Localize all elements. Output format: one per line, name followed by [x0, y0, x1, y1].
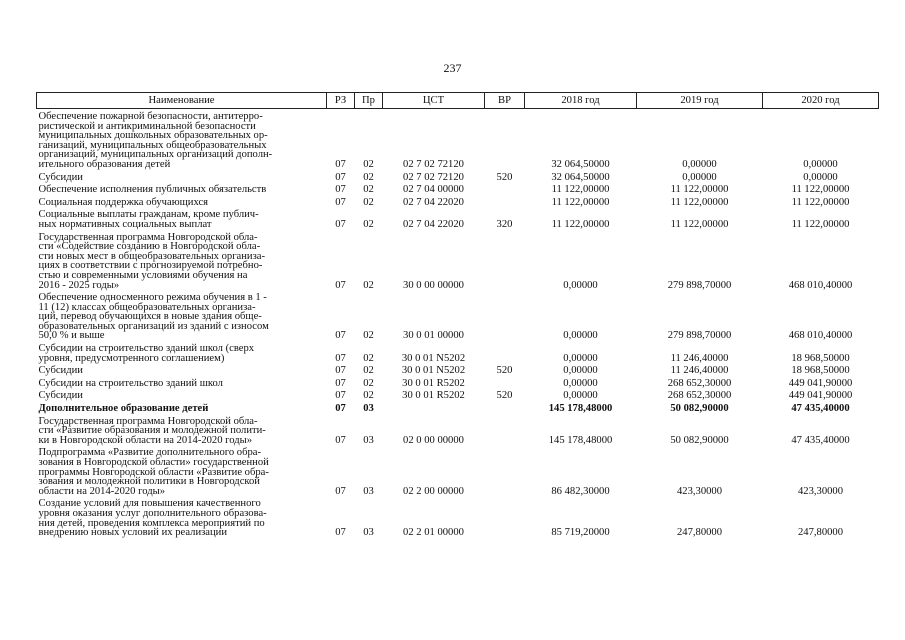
cell-2019: 268 652,30000	[667, 377, 732, 389]
cell-2020: 449 041,90000	[788, 377, 853, 389]
cell-vr	[485, 445, 525, 496]
table-row	[37, 363, 879, 376]
col-header-name: Наименование	[37, 93, 327, 109]
cell-pr: 02	[363, 377, 374, 389]
cell-name: Субсидии	[38, 171, 83, 183]
table-header-row	[37, 93, 879, 109]
cell-2020: 423,30000	[797, 485, 844, 497]
cell-name: Дополнительное образование детей	[38, 403, 209, 415]
cell-rz: 07	[335, 218, 346, 230]
budget-table	[36, 92, 879, 538]
table-row	[37, 109, 879, 170]
cell-rz: 07	[335, 196, 346, 208]
cell-2019: 50 082,90000	[670, 434, 729, 446]
cell-2020: 11 122,00000	[791, 184, 850, 196]
table-row	[37, 170, 879, 183]
table-row	[37, 496, 879, 537]
cell-2018: 0,00000	[563, 330, 598, 342]
cell-2018: 0,00000	[563, 279, 598, 291]
cell-2019: 423,30000	[676, 485, 723, 497]
table-row	[37, 207, 879, 229]
cell-name: Государственная программа Новгородской обла- сти «Развитие образования и молодежной полити- ки в Новгородской области на 2014-2020 годы»	[38, 415, 266, 446]
cell-cst: 02 0 00 00000	[403, 434, 464, 446]
cell-pr: 02	[363, 330, 374, 342]
cell-2020: 11 122,00000	[791, 196, 850, 208]
cell-vr	[485, 109, 525, 170]
cell-name: Субсидии	[38, 365, 83, 377]
col-header-vr: ВР	[485, 93, 525, 109]
cell-2020: 47 435,40000	[791, 434, 850, 446]
col-header-2018: 2018 год	[525, 93, 637, 109]
cell-2019: 247,80000	[676, 527, 723, 539]
cell-name: Субсидии на строительство зданий школ (сверх уровня, предусмотренного соглашением)	[38, 343, 255, 364]
cell-2018: 86 482,30000	[551, 485, 610, 497]
cell-vr	[485, 195, 525, 208]
cell-pr: 02	[363, 352, 374, 364]
cell-name: Социальная поддержка обучающихся	[38, 196, 209, 208]
cell-vr	[485, 230, 525, 291]
cell-vr: 520	[496, 171, 513, 183]
cell-2019: 279 898,70000	[667, 330, 732, 342]
cell-rz: 07	[335, 171, 346, 183]
cell-name: Создание условий для повышения качественного уровня оказания услуг дополнительного образова- ния детей, проведения комплекса мероприятий по внедрению новых условий их реализации	[38, 498, 267, 539]
cell-vr	[485, 341, 525, 363]
cell-2019: 11 246,40000	[670, 352, 729, 364]
cell-2018: 0,00000	[563, 377, 598, 389]
table-row	[37, 445, 879, 496]
cell-pr: 02	[363, 390, 374, 402]
cell-cst: 02 7 04 22020	[403, 218, 464, 230]
cell-2019: 11 122,00000	[670, 184, 729, 196]
cell-name: Государственная программа Новгородской обла- сти «Содействие созданию в Новгородской обла- сти новых мест в общеобразовательных организа- циях в соответствии с прогнозируемой потребно- стью и современными условиями обучения на 2016 - 2025 годы»	[38, 231, 265, 291]
cell-cst	[383, 401, 485, 414]
cell-pr: 02	[363, 279, 374, 291]
cell-2020: 0,00000	[803, 171, 838, 183]
cell-vr	[485, 182, 525, 195]
cell-2020: 247,80000	[797, 527, 844, 539]
cell-2018: 11 122,00000	[551, 196, 610, 208]
cell-pr: 02	[363, 171, 374, 183]
cell-2019: 0,00000	[682, 171, 717, 183]
cell-2020: 18 968,50000	[791, 352, 850, 364]
cell-pr: 02	[363, 365, 374, 377]
cell-2019: 279 898,70000	[667, 279, 732, 291]
cell-rz: 07	[335, 279, 346, 291]
cell-vr: 520	[496, 390, 513, 402]
cell-vr	[485, 496, 525, 537]
cell-pr: 03	[363, 485, 374, 497]
table-row	[37, 414, 879, 446]
cell-rz: 07	[335, 485, 346, 497]
col-header-cst: ЦСТ	[383, 93, 485, 109]
cell-2019: 268 652,30000	[667, 390, 732, 402]
cell-vr: 320	[496, 218, 513, 230]
cell-vr	[485, 376, 525, 389]
cell-cst: 30 0 00 00000	[403, 279, 464, 291]
cell-2018: 0,00000	[563, 352, 598, 364]
cell-2018: 32 064,50000	[551, 171, 610, 183]
page-number: 237	[443, 61, 462, 75]
cell-pr: 02	[363, 196, 374, 208]
cell-name: Обеспечение исполнения публичных обязательств	[38, 184, 267, 196]
col-header-pr: Пр	[355, 93, 383, 109]
cell-2019: 50 082,90000	[670, 403, 729, 415]
table-body	[37, 109, 879, 538]
cell-pr: 03	[363, 434, 374, 446]
cell-2018: 0,00000	[563, 365, 598, 377]
cell-2019: 11 122,00000	[670, 218, 729, 230]
col-header-2020: 2020 год	[763, 93, 879, 109]
table-row	[37, 388, 879, 401]
cell-cst: 02 7 04 00000	[403, 184, 464, 196]
cell-name: Субсидии	[38, 390, 83, 402]
cell-name: Подпрограмма «Развитие дополнительного обра- зования в Новгородской области» государственной программы Новгородской области «Развитие обра- зования и молодежной политики в Новгородской области на 2014-2020 годы»	[38, 447, 269, 497]
cell-rz: 07	[335, 434, 346, 446]
cell-cst: 02 7 02 72120	[403, 158, 464, 170]
cell-vr	[485, 414, 525, 446]
cell-rz: 07	[335, 352, 346, 364]
cell-2020: 11 122,00000	[791, 218, 850, 230]
cell-2020: 468 010,40000	[788, 279, 853, 291]
cell-2020: 47 435,40000	[791, 403, 850, 415]
cell-2018: 85 719,20000	[551, 527, 610, 539]
cell-rz: 07	[335, 330, 346, 342]
cell-pr: 02	[363, 184, 374, 196]
cell-vr	[485, 401, 525, 414]
cell-pr: 02	[363, 158, 374, 170]
cell-2019: 0,00000	[682, 158, 717, 170]
cell-cst: 02 7 02 72120	[403, 171, 464, 183]
col-header-rz: РЗ	[327, 93, 355, 109]
cell-rz: 07	[335, 365, 346, 377]
cell-2019: 11 122,00000	[670, 196, 729, 208]
cell-vr: 520	[496, 365, 513, 377]
cell-name: Субсидии на строительство зданий школ	[38, 377, 223, 389]
cell-cst: 30 0 01 R5202	[402, 377, 465, 389]
cell-2018: 32 064,50000	[551, 158, 610, 170]
cell-cst: 02 2 00 00000	[403, 485, 464, 497]
cell-rz: 07	[335, 390, 346, 402]
table-row	[37, 376, 879, 389]
table-row	[37, 290, 879, 341]
cell-cst: 30 0 01 R5202	[402, 390, 465, 402]
cell-cst: 02 7 04 22020	[403, 196, 464, 208]
cell-cst: 30 0 01 00000	[403, 330, 464, 342]
cell-2018: 145 178,48000	[548, 434, 613, 446]
table-row	[37, 341, 879, 363]
cell-name: Социальные выплаты гражданам, кроме публич- ных нормативных социальных выплат	[38, 209, 259, 230]
cell-pr: 03	[363, 527, 374, 539]
cell-rz: 07	[335, 377, 346, 389]
table-row	[37, 182, 879, 195]
cell-cst: 02 2 01 00000	[403, 527, 464, 539]
cell-name: Обеспечение односменного режима обучения в 1 - 11 (12) классах общеобразовательных организа- ций, перевод обучающихся в новые здания обще- образовательных организаций из зданий с износом 50,0 % и выше	[38, 292, 269, 342]
cell-2018: 11 122,00000	[551, 184, 610, 196]
col-header-2019: 2019 год	[637, 93, 763, 109]
cell-vr	[485, 290, 525, 341]
table-row	[37, 401, 879, 414]
cell-rz: 07	[335, 184, 346, 196]
cell-cst: 30 0 01 N5202	[401, 352, 466, 364]
cell-cst: 30 0 01 N5202	[401, 365, 466, 377]
cell-rz: 07	[335, 527, 346, 539]
cell-2020: 18 968,50000	[791, 365, 850, 377]
cell-2020: 468 010,40000	[788, 330, 853, 342]
cell-2018: 0,00000	[563, 390, 598, 402]
cell-pr: 03	[363, 403, 374, 415]
cell-2020: 0,00000	[803, 158, 838, 170]
cell-pr: 02	[363, 218, 374, 230]
cell-name: Обеспечение пожарной безопасности, антитерро- ристической и антикриминальной безопасности муниципальных дошкольных образовательных ор- ганизаций, муниципальных общеобразовательных организаций, муниципальных организаций дополн- ительного образования детей	[38, 111, 273, 170]
cell-2020: 449 041,90000	[788, 390, 853, 402]
cell-rz: 07	[335, 158, 346, 170]
cell-rz: 07	[335, 403, 346, 415]
table-row	[37, 195, 879, 208]
cell-2018: 11 122,00000	[551, 218, 610, 230]
table-row	[37, 230, 879, 291]
cell-2018: 145 178,48000	[548, 403, 613, 415]
cell-2019: 11 246,40000	[670, 365, 729, 377]
